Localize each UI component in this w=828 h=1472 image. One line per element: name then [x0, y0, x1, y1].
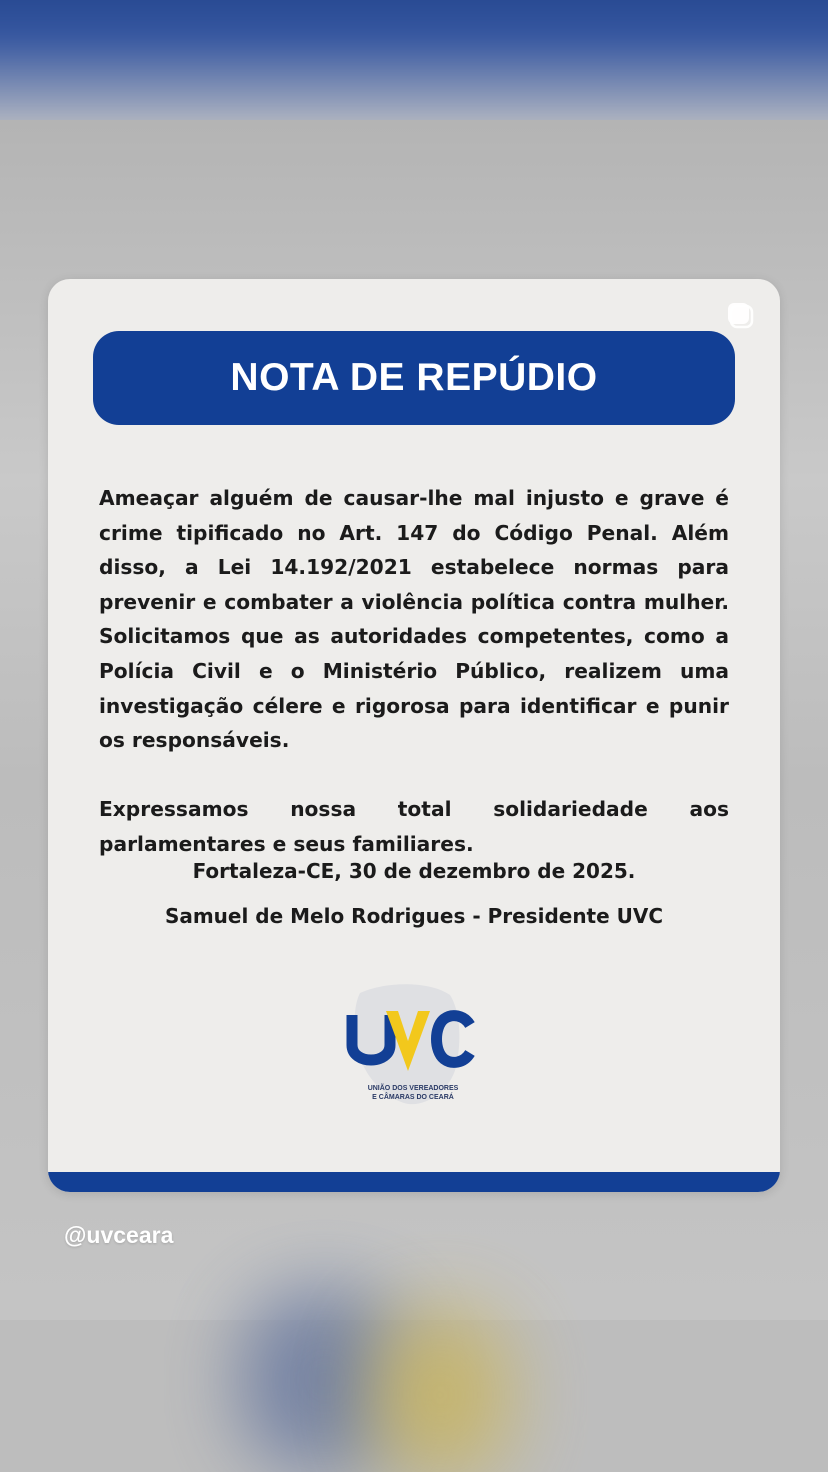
card-bottom-bar [48, 1172, 780, 1192]
paragraph-2: Expressamos nossa total solidariedade aos parlamentares e seus familiares. [99, 797, 729, 856]
note-body [99, 481, 729, 862]
date-line: Fortaleza-CE, 30 de dezembro de 2025. [192, 859, 636, 883]
background-blur-yellow-shape [370, 1310, 510, 1472]
background-blur-top [0, 0, 828, 130]
repost-card[interactable] [48, 279, 780, 1192]
signature: Samuel de Melo Rodrigues - Presidente UVC [164, 904, 664, 928]
logo-subtitle-line-2: E CÂMARAS DO CEARÁ [372, 1094, 454, 1101]
square-sticker-icon[interactable] [726, 301, 754, 329]
uvc-logo [338, 979, 488, 1119]
logo-subtitle-line-1: UNIÃO DOS VEREADORES [367, 1085, 459, 1092]
title-banner [93, 331, 735, 425]
paragraph-1: Ameaçar alguém de causar-lhe mal injusto e grave é crime tipificado no Art. 147 do Código Penal. Além disso, a Lei 14.192/2021 estabelece normas para prevenir e combater a violência política contra mulher. Solicitamos que as autoridades competentes, como a Polícia Civil e o Ministério Público, realizem uma investigação célere e rigorosa para identificar e punir os responsáveis. [99, 486, 729, 753]
page-title: NOTA DE REPÚDIO [230, 356, 598, 399]
mention-sticker[interactable]: @uvceara [64, 1222, 174, 1248]
